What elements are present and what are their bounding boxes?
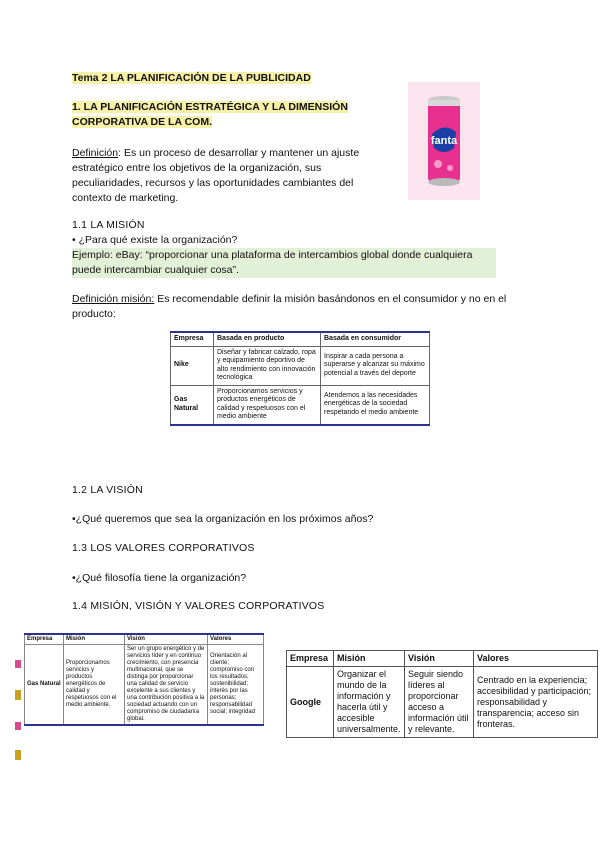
table-header: Visión: [125, 634, 208, 645]
section-heading-1: 1. LA PLANIFICACIÓN ESTRATÉGICA Y LA DIMENSIÓN CORPORATIVA DE LA COM.: [72, 101, 348, 128]
fanta-can-image: [408, 82, 480, 200]
table-header: Misión: [64, 634, 125, 645]
table-row: [287, 667, 598, 738]
section-heading-mvv: 1.4 MISIÓN, VISIÓN Y VALORES CORPORATIVOS: [72, 600, 325, 612]
table-header: Valores: [474, 651, 598, 667]
table-cell-empresa: Google: [287, 667, 334, 738]
table-cell-empresa: Gas Natural: [25, 645, 64, 726]
table-header: Misión: [334, 651, 405, 667]
table-cell: Organizar el mundo de la información y hacerla útil y accesible universalmente.: [334, 667, 405, 738]
table-header: Valores: [208, 634, 264, 645]
mision-definition: Definición misión: Es recomendable definir la misión basándonos en el consumidor y no en el producto:: [72, 293, 507, 320]
table-cell: Diseñar y fabricar calzado, ropa y equipamiento deportivo de alto rendimiento con innovación tecnológica: [214, 346, 321, 385]
table-header: Empresa: [25, 634, 64, 645]
table-cell-empresa: Nike: [171, 346, 214, 385]
table-cell: Centrado en la experiencia; accesibilidad y participación; responsabilidad y transparencia; acceso sin fronteras.: [474, 667, 598, 738]
svg-text:fanta: fanta: [430, 135, 458, 147]
section-heading-mision: 1.1 LA MISIÓN: [72, 219, 145, 231]
section-heading-vision: 1.2 LA VISIÓN: [72, 484, 143, 496]
table-header: Empresa: [171, 332, 214, 346]
table-cell-empresa: Gas Natural: [171, 385, 214, 425]
table-cell: Atendemos a las necesidades energéticas de la sociedad respetando el medio ambiente: [321, 385, 430, 425]
mision-example: Ejemplo: eBay: “proporcionar una plataforma de intercambios global donde cualquiera puede intercambiar cualquier cosa”.: [72, 248, 496, 278]
table-cell: Ser un grupo energético y de servicios líder y en continuo crecimiento, con presencia multinacional, que se distinga por proporcionar una calidad de servicio excelente a sus clientes y una contribución positiva a la sociedad actuando con un compromiso de ciudadanía global.: [125, 645, 208, 726]
section-heading-valores: 1.3 LOS VALORES CORPORATIVOS: [72, 542, 255, 554]
mision-question: • ¿Para qué existe la organización?: [72, 234, 238, 246]
table-header-row: [25, 634, 264, 645]
table-row: [171, 385, 430, 425]
table-header: Basada en consumidor: [321, 332, 430, 346]
table-cell: Orientación al cliente; compromiso con los resultados; sostenibilidad; interés por las personas; responsabilidad social; integridad: [208, 645, 264, 726]
google-mvv-table: [286, 650, 598, 738]
table-header: Basada en producto: [214, 332, 321, 346]
vision-question: •¿Qué queremos que sea la organización en los próximos años?: [72, 513, 374, 525]
document-title: Tema 2 LA PLANIFICACIÓN DE LA PUBLICIDAD: [72, 72, 311, 84]
table-cell: Seguir siendo líderes al proporcionar acceso a información útil y relevante.: [405, 667, 474, 738]
table-row: [171, 346, 430, 385]
table-header: Empresa: [287, 651, 334, 667]
fanta-can-icon: [408, 82, 480, 200]
table-row: [25, 645, 264, 726]
valores-question: •¿Qué filosofía tiene la organización?: [72, 572, 247, 584]
definition-paragraph: Definición: Es un proceso de desarrollar y mantener un ajuste estratégico entre los objetivos de la organización, sus peculiaridades, recursos y las oportunidades cambiantes del contexto de marketing.: [72, 147, 360, 204]
gas-natural-mvv-table: [24, 633, 264, 726]
table-header: Visión: [405, 651, 474, 667]
table-cell: Inspirar a cada persona a superarse y alcanzar su máximo potencial a través del deporte: [321, 346, 430, 385]
table-cell: Proporcionamos servicios y productos energéticos de calidad y respetuosos con el medio ambiente.: [64, 645, 125, 726]
table-header-row: [171, 332, 430, 346]
table-header-row: [287, 651, 598, 667]
decorative-strip: [14, 650, 22, 770]
mision-table: [170, 331, 430, 426]
table-cell: Proporcionamos servicios y productos energéticos de calidad y respetuosos con el medio ambiente: [214, 385, 321, 425]
